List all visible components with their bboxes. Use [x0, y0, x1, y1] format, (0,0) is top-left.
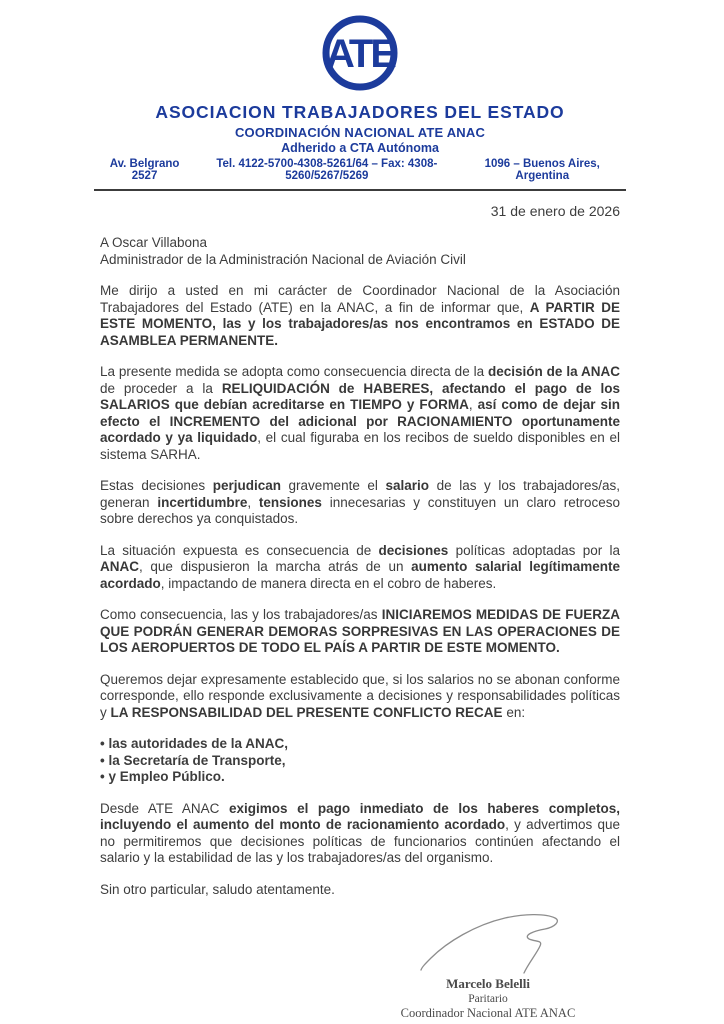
paragraph-effects: Estas decisiones perjudican gravemente el salario de las y los trabajadores/as, generan incertidumbre, tensiones innecesarias y constituyen un claro retroceso sobre derechos ya conquistados.: [100, 478, 620, 526]
recipient-name: A Oscar Villabona: [100, 235, 208, 250]
paragraph-measure: La presente medida se adopta como consecuencia directa de la decisión de la ANAC de proceder a la RELIQUIDACIÓN de HABERES, afectando el pago de los SALARIOS que debían acreditarse en TIEMPO y FORMA, así como de dejar sin efecto el INCREMENTO del adicional por RACIONAMIENTO oportunamente acordado y ya liquidado, el cual figuraba en los recibos de sueldo disponibles en el sistema SARHA.: [100, 364, 620, 462]
org-city: 1096 – Buenos Aires, Argentina: [484, 158, 600, 182]
bullet-item-transporte: • la Secretaría de Transporte,: [100, 752, 286, 768]
paragraph-situation: La situación expuesta es consecuencia de decisiones políticas adoptadas por la ANAC, que dispusieron la marcha atrás de un aumento salarial legítimamente acordado, impactando de manera directa en el cobro de haberes.: [100, 542, 621, 591]
signatory-name: Marcelo Belelli: [446, 975, 530, 991]
responsibility-bullet-list: [100, 736, 620, 786]
recipient-block: [100, 235, 620, 268]
signature-stroke: [409, 912, 567, 976]
signature-block: [360, 912, 616, 1021]
org-phone-fax: Tel. 4122-5700-4308-5261/64 – Fax: 4308-5260/5267/5269: [216, 158, 438, 182]
farewell-line: Sin otro particular, saludo atentamente.: [100, 881, 335, 897]
header-divider: [94, 189, 626, 191]
paragraph-intro: Me dirijo a usted en mi carácter de Coordinador Nacional de la Asociación Trabajadores del Estado (ATE) en la ANAC, a fin de informar que, A PARTIR DE ESTE MOMENTO, las y los trabajadores/as nos encontramos en ESTADO DE ASAMBLEA PERMANENTE.: [100, 283, 620, 348]
recipient-title: Administrador de la Administración Nacional de Aviación Civil: [100, 251, 466, 267]
ate-logo: [321, 14, 399, 92]
org-subtitle-affiliation: Adherido a CTA Autónoma: [281, 141, 439, 155]
org-subtitle-coordination: COORDINACIÓN NACIONAL ATE ANAC: [234, 125, 486, 140]
org-name: ASOCIACION TRABAJADORES DEL ESTADO: [155, 102, 565, 122]
signatory-role: Paritario: [468, 992, 508, 1005]
ate-logo-text: ATE: [325, 32, 395, 76]
letter-date: 31 de enero de 2026: [490, 203, 620, 219]
bullet-item-anac: • las autoridades de la ANAC,: [100, 736, 289, 751]
org-address: Av. Belgrano 2527: [109, 158, 180, 182]
paragraph-demand: Desde ATE ANAC exigimos el pago inmediato de los haberes completos, incluyendo el aumento del monto de racionamiento acordado, y advertimos que no permitiremos que decisiones políticas de funcionarios continúen afectando el salario y la estabilidad de las y los trabajadores/as del organismo.: [100, 800, 621, 865]
letterhead: [100, 14, 620, 191]
contact-row: [100, 158, 620, 182]
signatory-title: Coordinador Nacional ATE ANAC: [400, 1005, 576, 1020]
paragraph-actions: Como consecuencia, las y los trabajadores/as INICIAREMOS MEDIDAS DE FUERZA QUE PODRÁN GENERAR DEMORAS SORPRESIVAS EN LAS OPERACIONES DE LOS AEROPUERTOS DE TODO EL PAÍS A PARTIR DE ESTE MOMENTO.: [100, 607, 620, 655]
bullet-item-empleo-publico: • y Empleo Público.: [100, 769, 225, 784]
paragraph-responsibility: Queremos dejar expresamente establecido que, si los salarios no se abonan conforme corresponde, ello responde exclusivamente a decisiones y responsabilidades políticas y LA RESPONSABILIDAD DEL PRESENTE CONFLICTO RECAE en:: [100, 671, 620, 720]
